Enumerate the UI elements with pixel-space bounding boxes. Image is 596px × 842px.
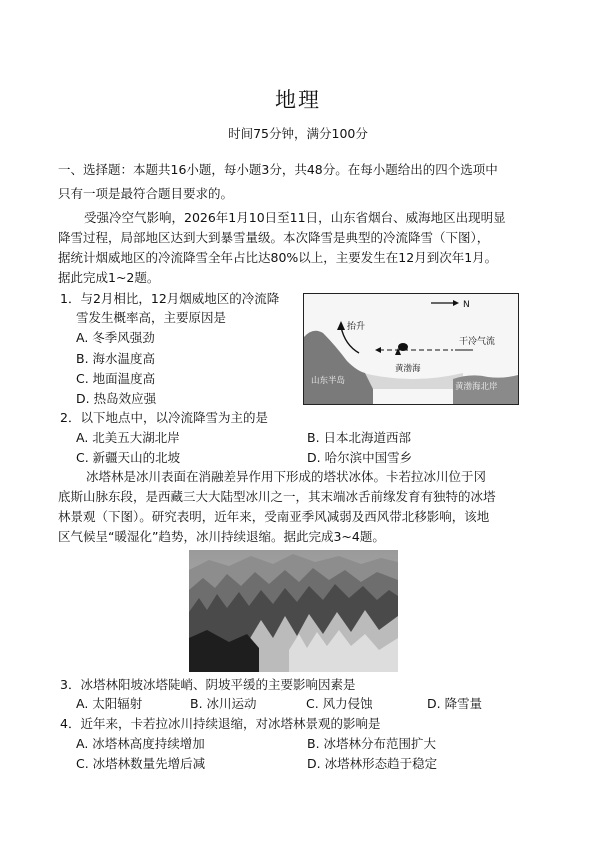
question-1-option-a[interactable]: A. 冬季风强劲	[76, 330, 155, 345]
question-2-option-d[interactable]: D. 哈尔滨中国雪乡	[307, 450, 413, 465]
question-1-option-d[interactable]: D. 热岛效应强	[76, 391, 157, 406]
north-label: N	[463, 300, 470, 310]
question-4-option-a[interactable]: A. 冰塔林高度持续增加	[76, 736, 205, 751]
north-shore-label: 黄渤海北岸	[455, 382, 498, 392]
question-3-option-b[interactable]: B. 冰川运动	[190, 696, 257, 711]
rise-label: 抬升	[347, 322, 366, 332]
passage-line: 据统计烟威地区的冷流降雪全年占比达80%以上，主要发生在12月到次年1月。	[58, 250, 498, 265]
question-2-option-b[interactable]: B. 日本北海道西部	[307, 430, 412, 445]
page-title: 地理	[275, 88, 321, 112]
question-1-option-c[interactable]: C. 地面温度高	[76, 371, 156, 386]
question-4-option-b[interactable]: B. 冰塔林分布范围扩大	[307, 736, 437, 751]
passage-line: 降雪过程，局部地区达到大到暴雪量级。本次降雪是典型的冷流降雪（下图），	[58, 230, 490, 245]
section-instruction-line: 一、选择题：本题共16小题，每小题3分，共48分。在每小题给出的四个选项中	[58, 162, 498, 177]
question-1-stem: 1．与2月相比，12月烟威地区的冷流降	[60, 291, 280, 306]
question-3-option-a[interactable]: A. 太阳辐射	[76, 696, 143, 711]
passage-line: 冰塔林是冰川表面在消融差异作用下形成的塔状冰体。卡若拉冰川位于冈	[86, 469, 487, 484]
passage-line: 林景观（下图）。研究表明，近年来，受南亚季风减弱及西风带北移影响，该地	[58, 509, 490, 524]
section-instruction-line: 只有一项是最符合题目要求的。	[58, 186, 234, 201]
passage-line: 受强冷空气影响，2026年1月10日至11日，山东省烟台、威海地区出现明显	[84, 210, 506, 225]
question-4-stem: 4．近年来，卡若拉冰川持续退缩，对冰塔林景观的影响是	[60, 716, 381, 731]
question-3-stem: 3．冰塔林阳坡冰塔陡峭、阴坡平缓的主要影响因素是	[60, 677, 356, 692]
cold-flow-snow-diagram	[303, 293, 519, 405]
passage-line: 据此完成1~2题。	[58, 270, 160, 285]
question-4-option-c[interactable]: C. 冰塔林数量先增后减	[76, 756, 206, 771]
shandong-label: 山东半岛	[311, 376, 346, 386]
question-3-option-c[interactable]: C. 风力侵蚀	[306, 696, 373, 711]
question-3-option-d[interactable]: D. 降雪量	[427, 696, 483, 711]
question-1-option-b[interactable]: B. 海水温度高	[76, 351, 156, 366]
question-2-option-c[interactable]: C. 新疆天山的北坡	[76, 450, 181, 465]
question-2-stem: 2．以下地点中，以冷流降雪为主的是	[60, 410, 268, 425]
cold-airflow-label: 干冷气流	[459, 337, 496, 347]
exam-info: 时间75分钟，满分100分	[228, 126, 368, 141]
ice-tower-forest-photo	[189, 550, 398, 672]
question-2-option-a[interactable]: A. 北美五大湖北岸	[76, 430, 180, 445]
passage-line: 区气候呈“暖湿化”趋势，冰川持续退缩。据此完成3~4题。	[58, 529, 385, 544]
passage-line: 底斯山脉东段，是西藏三大大陆型冰川之一，其末端冰舌前缘发育有独特的冰塔	[58, 489, 496, 504]
sea-label: 黄渤海	[395, 364, 421, 374]
question-1-stem: 雪发生概率高，主要原因是	[76, 310, 227, 325]
question-4-option-d[interactable]: D. 冰塔林形态趋于稳定	[307, 756, 438, 771]
